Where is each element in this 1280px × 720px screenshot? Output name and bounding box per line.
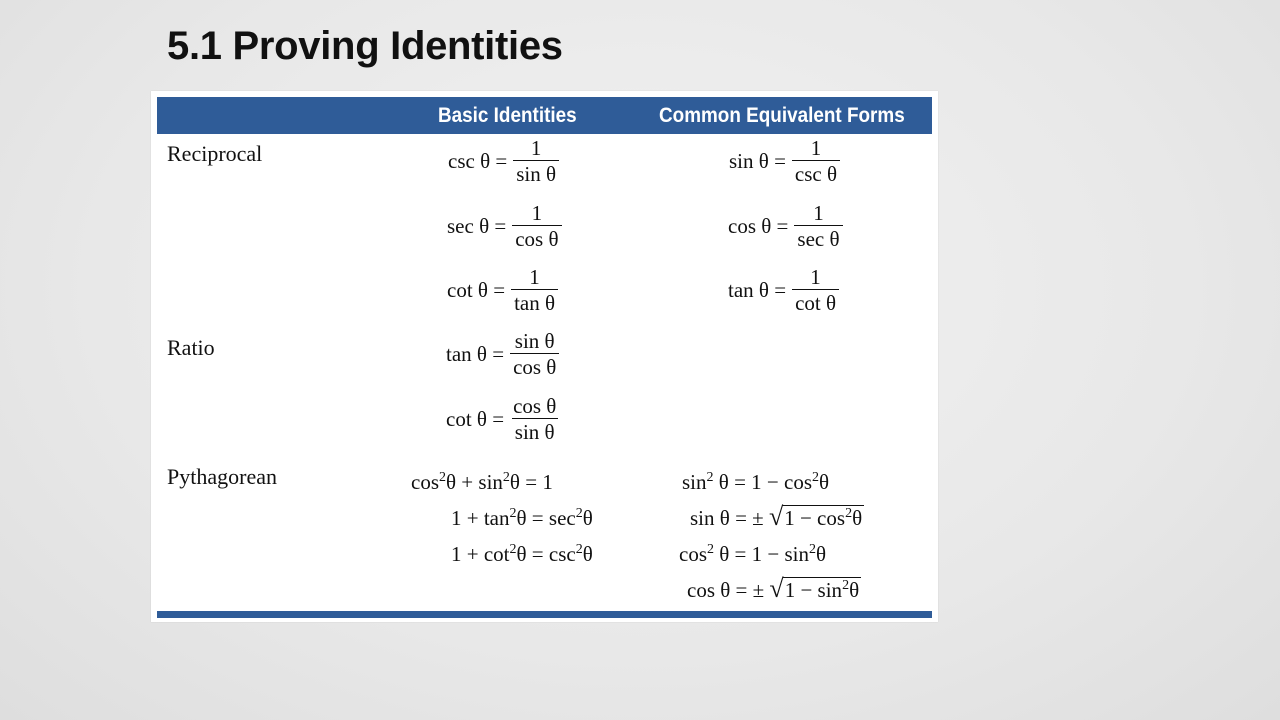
identity-lhs: sec θ = [447,214,507,238]
exponent: 2 [509,506,517,521]
identity-lhs: sin θ = [729,149,786,173]
exponent: 2 [707,542,714,557]
fraction [792,265,839,316]
fraction [794,201,842,252]
identity-csc [448,136,559,187]
fraction [513,136,559,187]
term: θ = 1 [509,470,553,494]
fraction [511,265,558,316]
identity-lhs: csc θ = [448,149,508,173]
exponent: 2 [502,470,510,485]
category-reciprocal: Reciprocal [167,141,263,166]
identity-lhs: tan θ = [728,278,787,302]
numerator: 1 [813,201,824,225]
fraction [510,394,559,445]
identity-sec [447,201,562,252]
term: θ [849,578,860,602]
radicand [783,577,861,602]
exponent: 2 [439,470,446,485]
denominator: cos θ [510,353,559,380]
exponent: 2 [809,542,817,557]
identities-table [151,91,938,622]
square-root [769,504,864,530]
numerator: 1 [529,265,540,289]
identity-cot-ratio [446,394,559,445]
radical-sign: √ [768,502,784,531]
term: sin θ = ± [690,506,764,530]
term: θ = csc [516,542,576,566]
common-sin [729,136,840,187]
header-common-forms: Common Equivalent Forms [659,104,905,127]
fraction [512,201,561,252]
denominator: csc θ [792,160,840,187]
term: θ = 1 − cos [713,470,813,494]
pythag-common-4 [687,576,861,603]
pythag-basic-2 [451,505,593,531]
term: θ + sin [446,470,503,494]
term: cos [679,542,707,566]
term: θ [852,506,863,530]
identity-lhs: tan θ = [446,342,505,366]
page-title: 5.1 Proving Identities [167,24,563,68]
exponent: 2 [575,542,583,557]
denominator: cos θ [512,225,561,252]
numerator: 1 [810,136,822,160]
denominator: sin θ [513,160,559,187]
numerator: 1 [530,136,542,160]
exponent: 2 [706,470,714,485]
fraction [510,329,559,380]
table-header-band [157,97,932,134]
term: θ [582,542,593,566]
pythag-basic-1 [411,469,553,495]
denominator: sec θ [794,225,842,252]
numerator: 1 [531,201,543,225]
term: cos θ = ± [687,578,765,602]
denominator: sin θ [512,418,558,445]
identity-tan-ratio [446,329,559,380]
exponent: 2 [509,542,517,557]
term: 1 + tan [451,506,510,530]
numerator: sin θ [514,329,555,353]
radical-sign: √ [769,574,784,603]
term: sin [682,470,707,494]
exponent: 2 [575,506,583,521]
numerator: cos θ [513,394,557,418]
pythag-common-2 [690,504,864,531]
exponent: 2 [812,470,820,485]
square-root [769,576,861,602]
table-footer-band [157,611,932,618]
identity-lhs: cot θ = [446,407,505,431]
denominator: tan θ [511,289,558,316]
numerator: 1 [810,265,821,289]
term: 1 + cot [451,542,510,566]
term: θ [819,470,830,494]
category-ratio: Ratio [167,335,215,360]
term: cos [411,470,439,494]
identity-lhs: cot θ = [447,278,506,302]
term: θ [582,506,593,530]
term: 1 − sin [784,578,843,602]
header-basic-identities: Basic Identities [438,104,577,127]
term: θ = sec [516,506,576,530]
exponent: 2 [842,578,850,593]
fraction [792,136,840,187]
denominator: cot θ [792,289,839,316]
radicand [782,505,864,530]
term: 1 − cos [784,506,846,530]
term: θ = 1 − sin [714,542,810,566]
pythag-common-1 [682,469,829,495]
pythag-common-3 [679,541,826,567]
category-pythagorean: Pythagorean [167,464,277,489]
common-cos [728,201,843,252]
pythag-basic-3 [451,541,593,567]
identity-lhs: cos θ = [728,214,789,238]
identity-cot [447,265,558,316]
exponent: 2 [845,506,853,521]
term: θ [816,542,827,566]
common-tan [728,265,839,316]
